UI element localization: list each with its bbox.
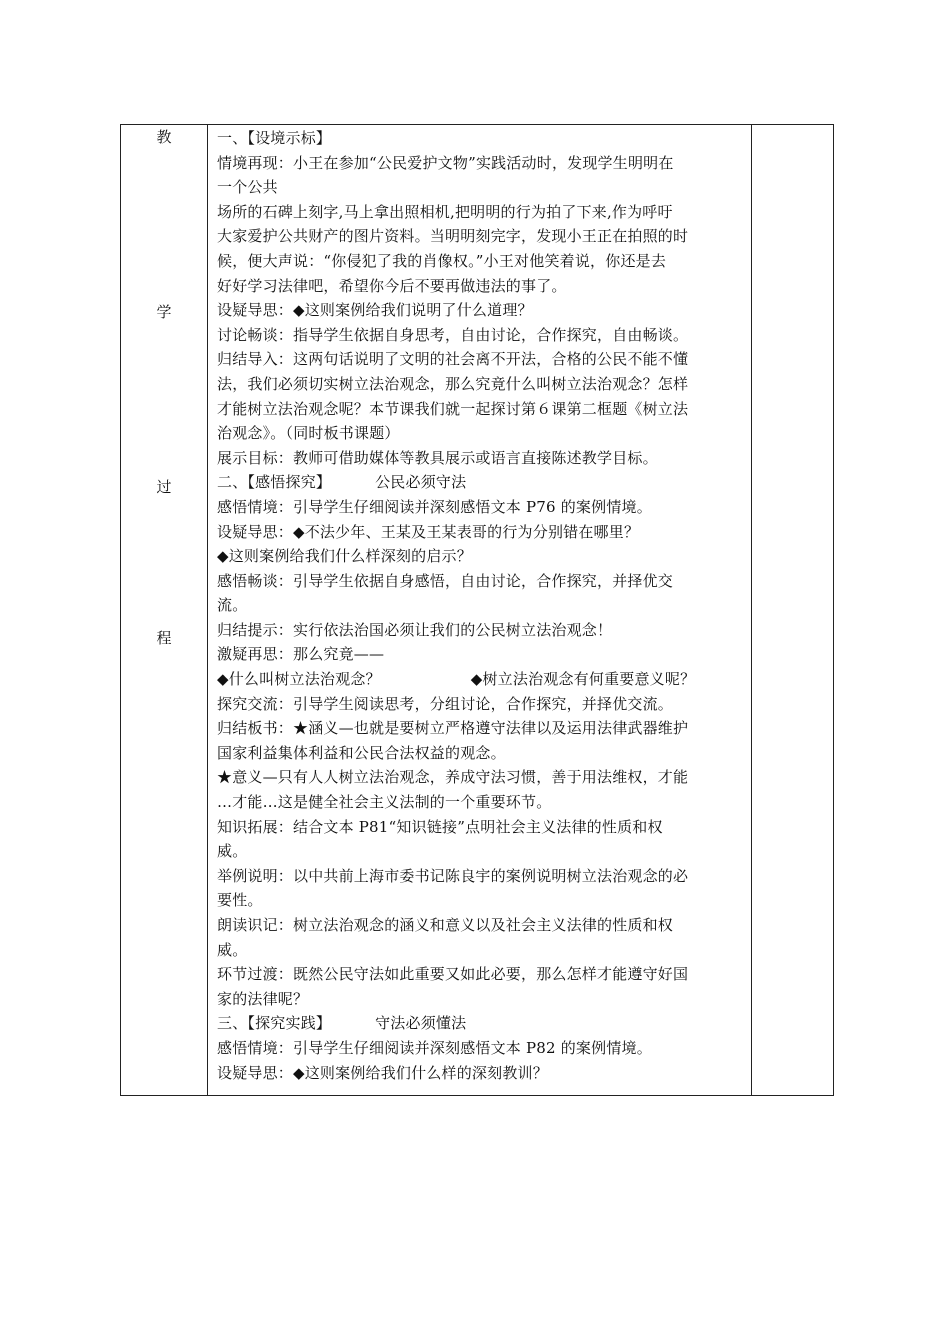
text-line: 朗读识记：树立法治观念的涵义和意义以及社会主义法律的性质和权 xyxy=(217,916,674,934)
text-line: 激疑再思：那么究竟—— xyxy=(217,645,385,664)
section-heading-3 xyxy=(217,1011,747,1036)
text-line: 流。 xyxy=(217,596,248,615)
text-line: 知识拓展：结合文本 P81“知识链接”点明社会主义法律的性质和权 xyxy=(217,817,663,836)
section-3-subtitle: 守法必须懂法 xyxy=(375,1014,467,1033)
text-line: 大家爱护公共财产的图片资料。当明明刻完字，发现小王正在拍照的时 xyxy=(217,227,689,246)
text-line: 感悟情境：引导学生仔细阅读并深刻感悟文本 P76 的案例情境。 xyxy=(217,497,652,516)
text-line: 感悟畅谈：引导学生依据自身感悟，自由讨论，合作探究，并择优交 xyxy=(217,571,674,590)
text-line: 归结导入：这两句话说明了文明的社会离不开法，合格的公民不能不懂 xyxy=(217,350,689,369)
text-line: 治观念》。（同时板书课题） xyxy=(217,424,400,443)
question-right: ◆树立法治观念有何重要意义呢？ xyxy=(470,670,696,689)
text-line: …才能…这是健全社会主义法制的一个重要环节。 xyxy=(217,793,552,812)
text-line: 探究交流：引导学生阅读思考，分组讨论，合作探究，并择优交流。 xyxy=(217,694,674,713)
text-line: 威。 xyxy=(217,940,248,959)
text-line: 情境再现：小王在参加“公民爱护文物”实践活动时，发现学生明明在 xyxy=(217,153,674,172)
text-line: 好好学习法律吧，希望你今后不要再做违法的事了。 xyxy=(217,276,567,295)
text-line: 一个公共 xyxy=(217,178,278,197)
text-line: 才能树立法治观念呢？本节课我们就一起探讨第６课第二框题《树立法 xyxy=(217,399,689,418)
column-divider-right xyxy=(751,125,752,1095)
text-line: 国家利益集体利益和公民合法权益的观念。 xyxy=(217,743,506,762)
text-line: 设疑导思：◆这则案例给我们说明了什么道理？ xyxy=(217,301,533,320)
text-line: 候，便大声说：“你侵犯了我的肖像权。”小王对他笑着说，你还是去 xyxy=(217,251,667,270)
text-line: 场所的石碑上刻字,马上拿出照相机,把明明的行为拍了下来,作为呼吁 xyxy=(217,202,673,221)
column-divider-left xyxy=(207,125,208,1095)
text-line: 设疑导思：◆不法少年、王某及王某表哥的行为分别错在哪里？ xyxy=(217,522,640,541)
text-line: 讨论畅谈：指导学生依据自身思考，自由讨论，合作探究，自由畅谈。 xyxy=(217,325,689,344)
side-label-guo: 过 xyxy=(156,478,172,496)
text-line: ★意义—只有人人树立法治观念，养成守法习惯，善于用法维权，才能 xyxy=(217,768,689,787)
question-pair-line xyxy=(217,667,747,692)
text-line: 法，我们必须切实树立法治观念，那么究竟什么叫树立法治观念？怎样 xyxy=(217,374,689,393)
section-2-title: 二、【感悟探究】 xyxy=(217,473,332,492)
text-line: 家的法律呢？ xyxy=(217,989,309,1008)
side-label-jiao: 教 xyxy=(156,128,172,146)
text-line: 威。 xyxy=(217,842,248,861)
text-line: 归结提示：实行依法治国必须让我们的公民树立法治观念！ xyxy=(217,620,613,639)
text-line: ◆这则案例给我们什么样深刻的启示？ xyxy=(217,547,472,566)
side-label-xue: 学 xyxy=(156,303,172,321)
question-left: ◆什么叫树立法治观念？ xyxy=(217,670,381,689)
section-heading-2 xyxy=(217,470,747,495)
text-line: 举例说明：以中共前上海市委书记陈良宇的案例说明树立法治观念的必 xyxy=(217,866,689,885)
text-line: 环节过渡：既然公民守法如此重要又如此必要，那么怎样才能遵守好国 xyxy=(217,965,689,984)
side-label-cheng: 程 xyxy=(156,629,172,647)
text-line: 设疑导思：◆这则案例给我们什么样的深刻教训？ xyxy=(217,1063,548,1082)
section-heading-1: 一、【设境示标】 xyxy=(217,129,332,147)
lesson-content xyxy=(217,126,747,1085)
lesson-plan-table xyxy=(120,124,834,1096)
text-line: 归结板书：★涵义—也就是要树立严格遵守法律以及运用法律武器维护 xyxy=(217,719,689,738)
text-line: 感悟情境：引导学生仔细阅读并深刻感悟文本 P82 的案例情境。 xyxy=(217,1038,652,1057)
text-line: 展示目标：教师可借助媒体等教具展示或语言直接陈述教学目标。 xyxy=(217,448,658,467)
text-line: 要性。 xyxy=(217,891,263,910)
section-3-title: 三、【探究实践】 xyxy=(217,1014,332,1033)
section-2-subtitle: 公民必须守法 xyxy=(375,473,467,492)
